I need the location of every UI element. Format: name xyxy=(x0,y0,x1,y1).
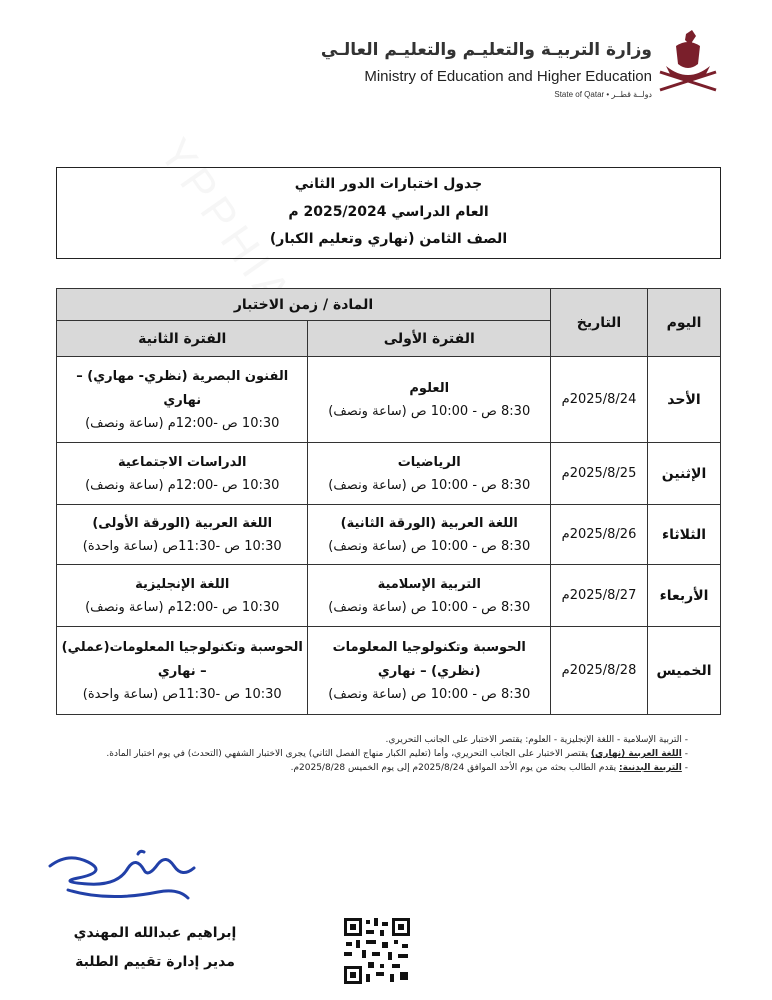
row-date: 2025/8/26م xyxy=(551,505,648,565)
period-1-time: 8:30 ص - 10:00 ص (ساعة ونصف) xyxy=(328,477,531,493)
period-2-subject: اللغة الإنجليزية xyxy=(135,576,230,592)
period-1-subject: التربية الإسلامية xyxy=(377,576,481,592)
period-2-subject: اللغة العربية (الورقة الأولى) xyxy=(92,515,273,531)
period-2-time: 10:30 ص -12:00م (ساعة ونصف) xyxy=(85,599,280,615)
row-period-1 xyxy=(308,505,551,565)
period-1-time: 8:30 ص - 10:00 ص (ساعة ونصف) xyxy=(328,538,531,554)
table-row xyxy=(57,565,721,627)
row-day: الخميس xyxy=(648,627,721,715)
period-2-time: 10:30 ص -11:30ص (ساعة واحدة) xyxy=(82,538,282,554)
row-day: الأربعاء xyxy=(648,565,721,627)
row-period-2 xyxy=(57,505,308,565)
note-2-text: يقتصر الاختبار على الجانب التحريري، وأما (تعليم الكبار منهاج الفصل الثاني) يجرى الاختبار الشفهي (التحدث) في يوم اختبار المادة. xyxy=(106,749,591,759)
title-line-1: جدول اختبارات الدور الثاني xyxy=(294,176,483,192)
table-row xyxy=(57,443,721,505)
period-1-subject: اللغة العربية (الورقة الثانية) xyxy=(340,515,518,531)
ministry-name-arabic: وزارة التربيـة والتعليـم والتعليـم العالـي xyxy=(320,40,652,60)
row-date: 2025/8/28م xyxy=(551,627,648,715)
period-1-time: 8:30 ص - 10:00 ص (ساعة ونصف) xyxy=(328,403,531,419)
row-period-2 xyxy=(57,443,308,505)
document-title-box xyxy=(56,167,721,259)
note-2-key: اللغة العربية (نهاري) xyxy=(590,749,682,759)
period-2-subject: الفنون البصرية (نظري- مهاري) – نهاري xyxy=(76,368,289,408)
period-1-subject: الحوسبة وتكنولوجيا المعلومات (نظري) – نهاري xyxy=(332,639,526,679)
row-day: الثلاثاء xyxy=(648,505,721,565)
period-2-subject: الحوسبة وتكنولوجيا المعلومات(عملي) – نهاري xyxy=(61,639,303,679)
header-subject-time: المادة / زمن الاختبار xyxy=(57,289,551,321)
note-3: - التربية البدنية: يقدم الطالب بحثه من يوم الأحد الموافق 2025/8/24م إلى يوم الخميس 2025/8/28م. xyxy=(290,763,688,773)
note-2: - اللغة العربية (نهاري) يقتصر الاختبار على الجانب التحريري، وأما (تعليم الكبار منهاج الفصل الثاني) يجرى الاختبار الشفهي (التحدث) في يوم اختبار المادة. xyxy=(106,749,688,759)
state-name: State of Qatar • دولــة قطــر xyxy=(554,90,652,99)
note-3-text: يقدم الطالب بحثه من يوم الأحد الموافق 2025/8/24م إلى يوم الخميس 2025/8/28م. xyxy=(290,763,620,773)
row-day: الإثنين xyxy=(648,443,721,505)
period-1-subject: الرياضيات xyxy=(397,454,461,470)
header-period-2: الفترة الثانية xyxy=(57,321,308,357)
header-day: اليوم xyxy=(648,289,721,357)
period-2-time: 10:30 ص -11:30ص (ساعة واحدة) xyxy=(82,686,282,702)
period-2-time: 10:30 ص -12:00م (ساعة ونصف) xyxy=(85,415,280,431)
table-row xyxy=(57,627,721,715)
ministry-logo-icon xyxy=(656,28,720,98)
notes xyxy=(60,733,688,775)
row-period-1 xyxy=(308,443,551,505)
row-date: 2025/8/27م xyxy=(551,565,648,627)
period-2-subject: الدراسات الاجتماعية xyxy=(117,454,247,470)
row-period-1 xyxy=(308,627,551,715)
title-line-2: العام الدراسي 2025/2024 م xyxy=(288,204,489,220)
period-1-time: 8:30 ص - 10:00 ص (ساعة ونصف) xyxy=(328,686,531,702)
row-period-2 xyxy=(57,627,308,715)
table-row xyxy=(57,357,721,443)
period-1-time: 8:30 ص - 10:00 ص (ساعة ونصف) xyxy=(328,599,531,615)
exam-schedule-table xyxy=(56,288,721,715)
ministry-name-english: Ministry of Education and Higher Education xyxy=(364,68,652,85)
table-row xyxy=(57,505,721,565)
row-day: الأحد xyxy=(648,357,721,443)
row-date: 2025/8/24م xyxy=(551,357,648,443)
qr-code-icon xyxy=(342,916,412,986)
note-3-key: التربية البدنية: xyxy=(619,763,682,773)
row-period-2 xyxy=(57,357,308,443)
note-1: - التربية الإسلامية - اللغة الإنجليزية - العلوم: يقتصر الاختبار على الجانب التحريري. xyxy=(385,735,688,745)
title-line-3: الصف الثامن (نهاري وتعليم الكبار) xyxy=(269,231,508,247)
row-period-1 xyxy=(308,565,551,627)
period-1-subject: العلوم xyxy=(409,380,450,396)
period-2-time: 10:30 ص -12:00م (ساعة ونصف) xyxy=(85,477,280,493)
signatory-name: إبراهيم عبدالله المهندي xyxy=(73,925,237,941)
row-date: 2025/8/25م xyxy=(551,443,648,505)
row-period-2 xyxy=(57,565,308,627)
header-period-1: الفترة الأولى xyxy=(308,321,551,357)
signatory-title: مدير إدارة تقييم الطلبة xyxy=(75,954,235,970)
header-date: التاريخ xyxy=(551,289,648,357)
note-1-text: التربية الإسلامية - اللغة الإنجليزية - العلوم: يقتصر الاختبار على الجانب التحريري. xyxy=(385,735,682,745)
ministry-header xyxy=(320,28,730,108)
handwritten-signature xyxy=(48,848,198,910)
row-period-1 xyxy=(308,357,551,443)
